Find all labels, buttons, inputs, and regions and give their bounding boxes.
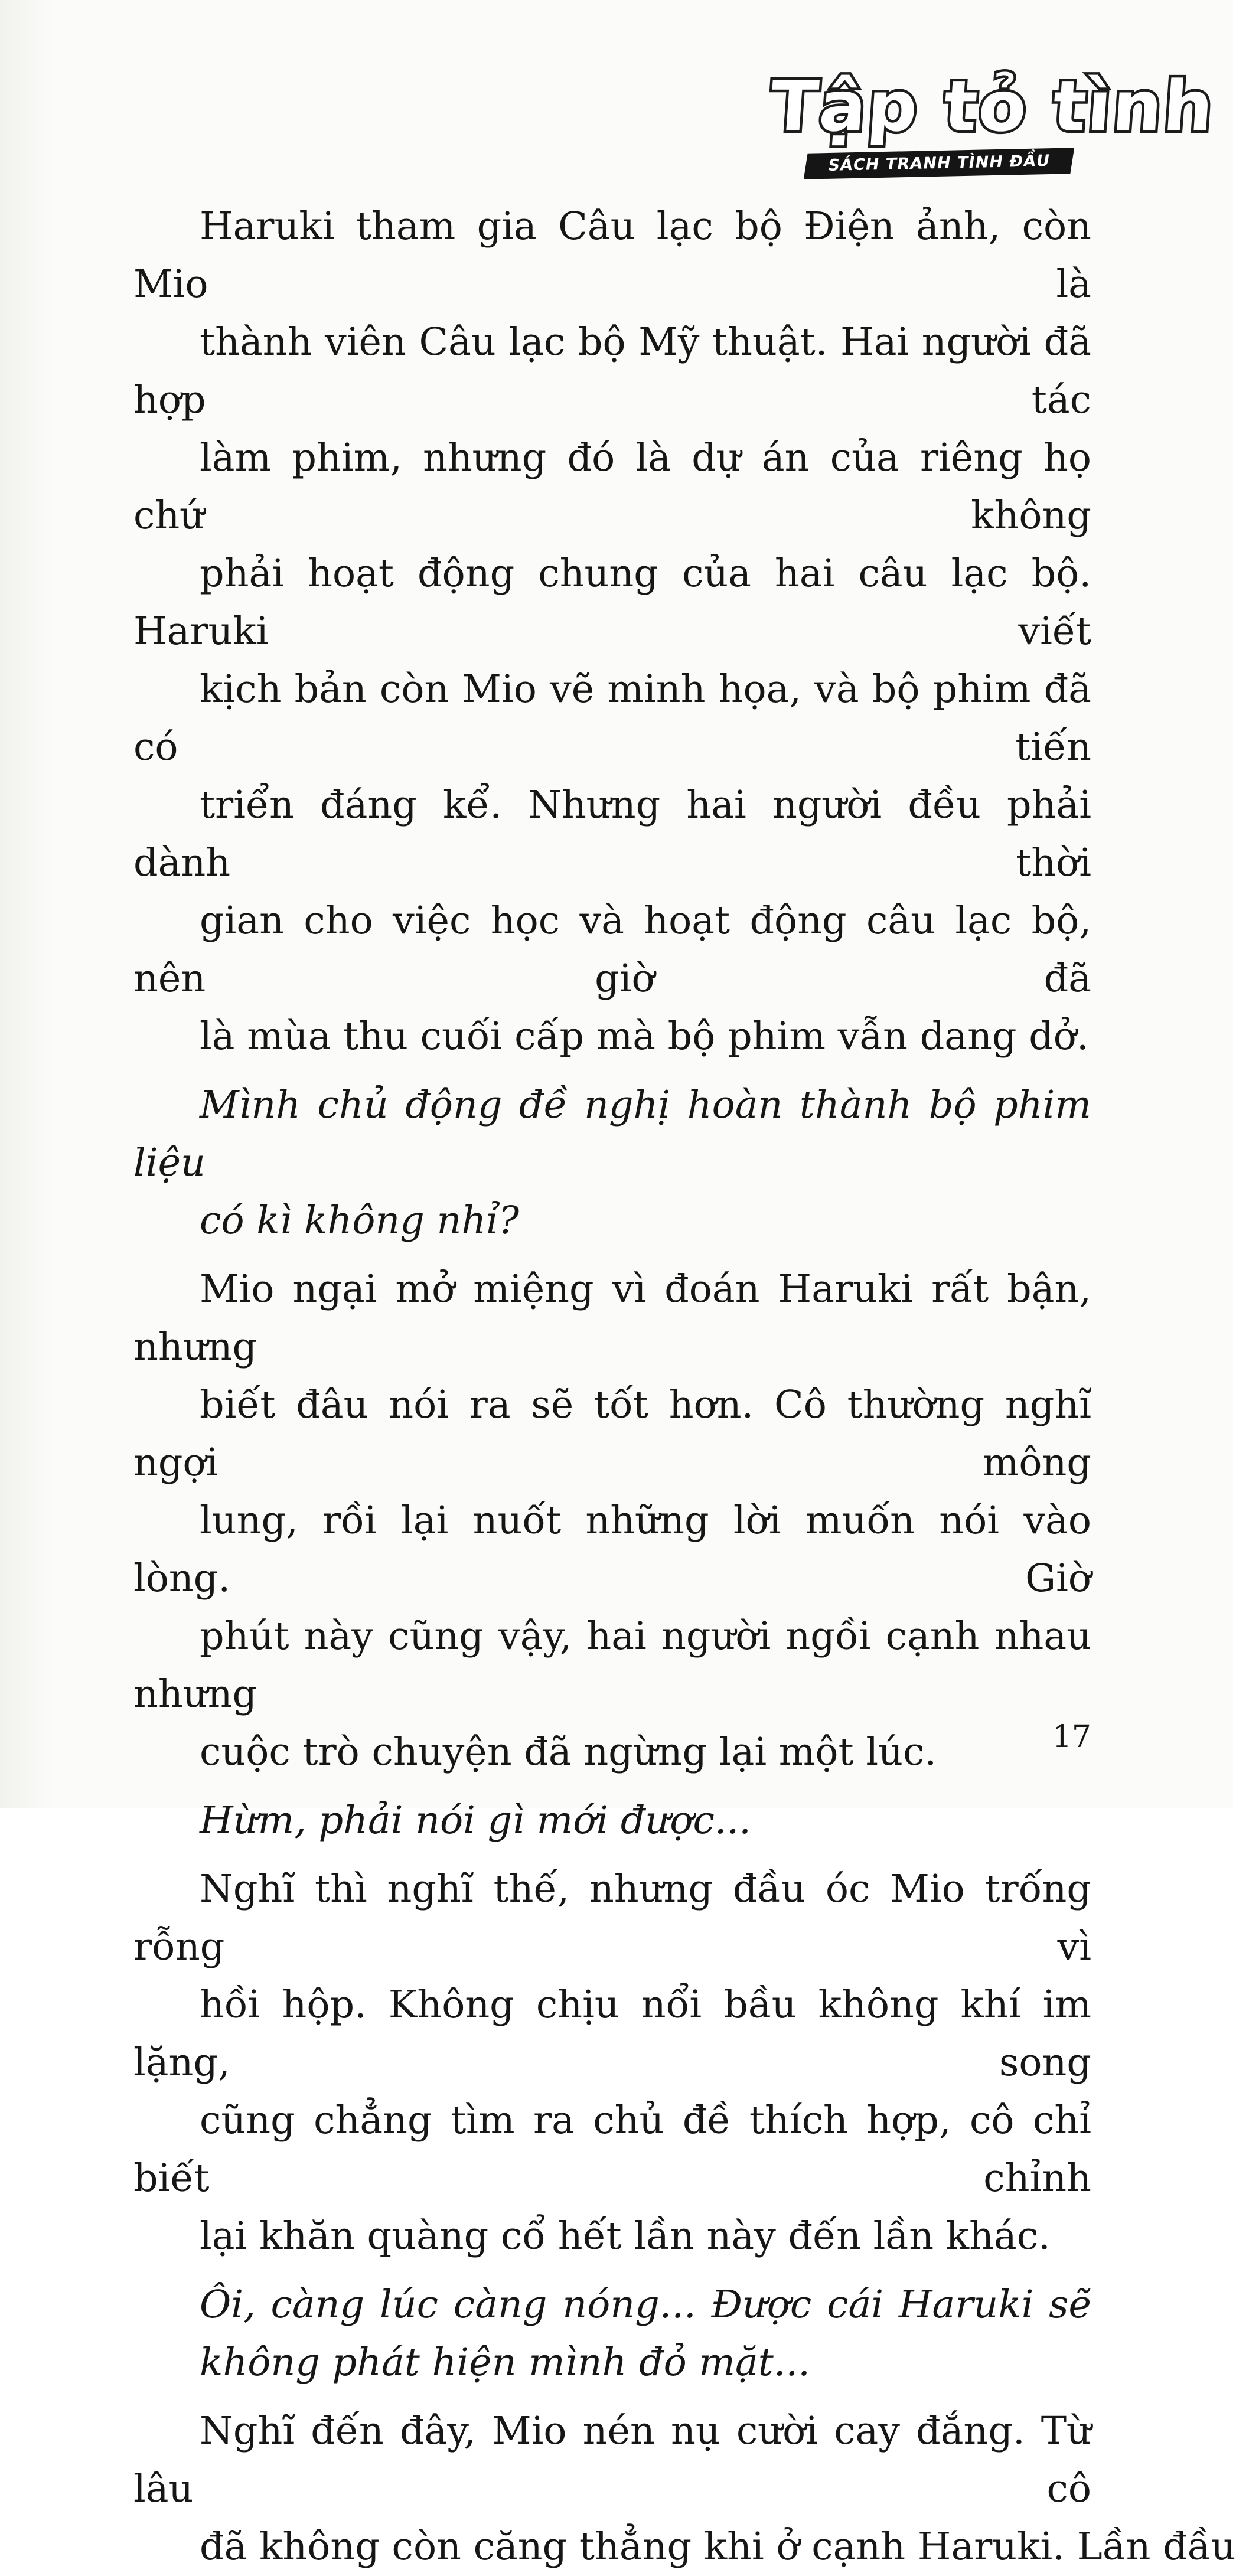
text-line: Haruki tham gia Câu lạc bộ Điện ảnh, còn Mio là — [133, 204, 1091, 306]
page-gutter-shadow — [0, 0, 53, 1808]
text-line: có kì không nhỉ? — [200, 1199, 519, 1243]
page-number: 17 — [1052, 1719, 1091, 1755]
text-line: là mùa thu cuối cấp mà bộ phim vẫn dang dở. — [200, 1014, 1089, 1059]
text-line: làm phim, nhưng đó là dự án của riêng họ chứ không — [133, 436, 1091, 538]
inner-thought-paragraph — [133, 1792, 1091, 1850]
text-line: Nghĩ đến đây, Mio nén nụ cười cay đắng. Từ lâu cô — [133, 2409, 1091, 2511]
body-paragraph — [133, 1860, 1091, 2265]
text-line: phải hoạt động chung của hai câu lạc bộ. Haruki viết — [133, 551, 1091, 654]
text-line: cũng chẳng tìm ra chủ đề thích hợp, cô chỉ biết chỉnh — [133, 2098, 1091, 2200]
text-line: Mio ngại mở miệng vì đoán Haruki rất bận, nhưng — [133, 1267, 1091, 1369]
text-line: thành viên Câu lạc bộ Mỹ thuật. Hai người đã hợp tác — [133, 320, 1091, 422]
text-line: đã không còn căng thẳng khi ở cạnh Haruki. Lần đầu — [200, 2525, 1236, 2569]
text-line: Hừm, phải nói gì mới được... — [200, 1798, 751, 1843]
paragraph-gap — [133, 2392, 1091, 2402]
logo-subtitle: SÁCH TRANH TÌNH ĐẦU — [804, 148, 1074, 179]
text-line: kịch bản còn Mio vẽ minh họa, và bộ phim đã có tiến — [133, 667, 1091, 769]
text-line: lại khăn quàng cổ hết lần này đến lần khác. — [200, 2214, 1051, 2258]
paragraph-gap — [133, 1781, 1091, 1792]
body-paragraph — [133, 1261, 1091, 1781]
body-paragraph — [133, 2402, 1236, 2576]
logo-title: Tập tỏ tình — [768, 66, 1217, 147]
text-line: không phát hiện mình đỏ mặt... — [200, 2340, 810, 2385]
text-line: triển đáng kể. Nhưng hai người đều phải dành thời — [133, 783, 1091, 885]
text-line: Nghĩ thì nghĩ thế, nhưng đầu óc Mio trống rỗng vì — [133, 1867, 1091, 1969]
paragraph-gap — [133, 2265, 1091, 2276]
text-line: biết đâu nói ra sẽ tốt hơn. Cô thường nghĩ ngợi mông — [133, 1383, 1091, 1485]
series-logo — [765, 62, 1217, 180]
text-line: lung, rồi lại nuốt những lời muốn nói vào lòng. Giờ — [133, 1498, 1091, 1601]
text-line: Mình chủ động đề nghị hoàn thành bộ phim liệu — [133, 1083, 1091, 1185]
text-line: cuộc trò chuyện đã ngừng lại một lúc. — [200, 1730, 937, 1774]
paragraph-gap — [133, 1066, 1091, 1076]
page-body-text — [133, 198, 1236, 2576]
inner-thought-paragraph — [133, 2276, 1091, 2392]
text-line: gian cho việc học và hoạt động câu lạc bộ, nên giờ đã — [133, 899, 1091, 1001]
paragraph-gap — [133, 1250, 1091, 1261]
text-line: Ôi, càng lúc càng nóng... Được cái Haruki sẽ — [200, 2283, 1091, 2327]
inner-thought-paragraph — [133, 1076, 1091, 1250]
text-line: phút này cũng vậy, hai người ngồi cạnh nhau nhưng — [133, 1614, 1091, 1716]
paragraph-gap — [133, 1850, 1091, 1860]
text-line: hồi hộp. Không chịu nổi bầu không khí im lặng, song — [133, 1983, 1091, 2085]
body-paragraph — [133, 198, 1091, 1066]
